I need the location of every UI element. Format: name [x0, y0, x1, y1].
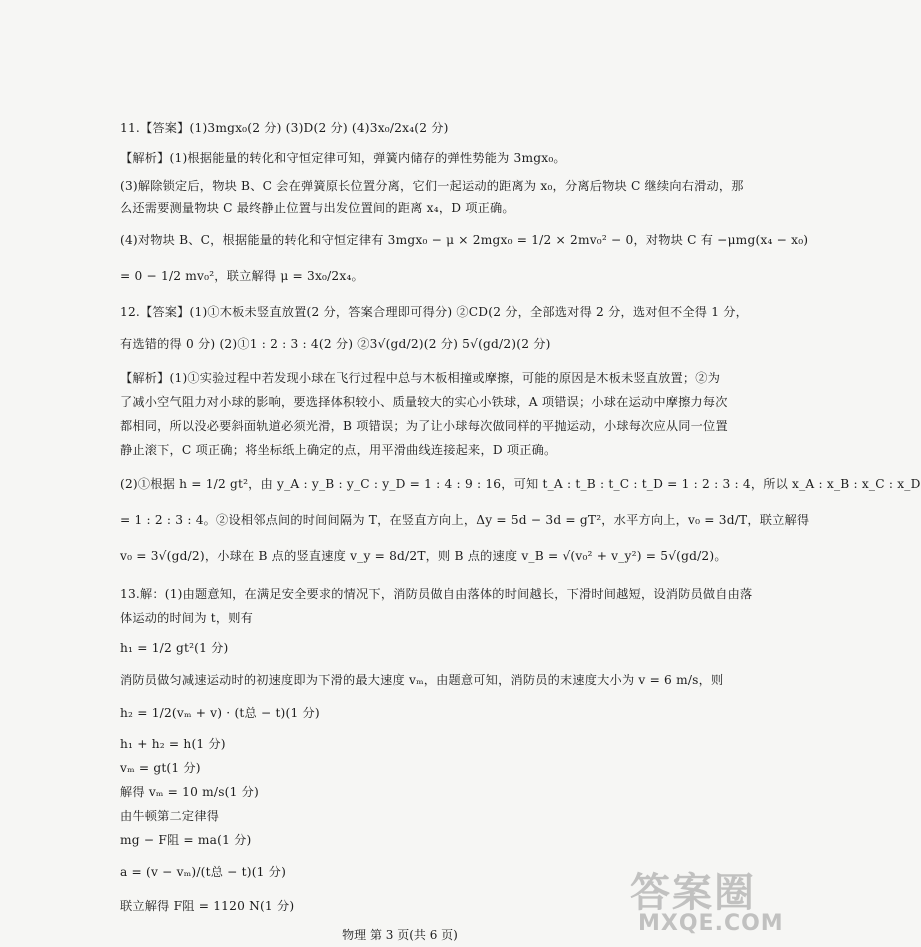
q13-eq-sum: h₁ + h₂ = h(1 分) [120, 737, 226, 751]
watermark-text: 答案圈 [630, 870, 756, 916]
q12-analysis-3: 都相同，所以没必要斜面轨道必须光滑，B 项错误；为了让小球每次做同样的平抛运动，小球每次应从同一位置 [120, 419, 728, 433]
q12-answer-2: 有选错的得 0 分) (2)①1 : 2 : 3 : 4(2 分) ②3√(gd/2)(2 分) 5√(gd/2)(2 分) [120, 337, 551, 351]
q12-analysis-5: (2)①根据 h = 1/2 gt²，由 y_A : y_B : y_C : y_D = 1 : 4 : 9 : 16，可知 t_A : t_B : t_C : t_D = 1 : 2 : 3 : 4，所以 x_A : x_B : x_C : x_D [120, 477, 921, 491]
q13-eq-force: mg − F阻 = ma(1 分) [120, 833, 252, 847]
q12-analysis-4: 静止滚下，C 项正确；将坐标纸上确定的点，用平滑曲线连接起来，D 项正确。 [120, 443, 557, 457]
watermark-url: MXQE.COM [638, 911, 784, 936]
q11-answer: 11.【答案】(1)3mgx₀(2 分) (3)D(2 分) (4)3x₀/2x₄(2 分) [120, 121, 449, 135]
q13-intro-1: 13.解：(1)由题意知，在满足安全要求的情况下，消防员做自由落体的时间越长，下滑时间越短，设消防员做自由落 [120, 587, 753, 601]
q11-analysis-4a: (4)对物块 B、C，根据能量的转化和守恒定律有 3mgx₀ − μ × 2mgx₀ = 1/2 × 2mv₀² − 0，对物块 C 有 −μmg(x₄ − x₀) [120, 233, 809, 247]
q12-analysis-1: 【解析】(1)①实验过程中若发现小球在飞行过程中总与木板相撞或摩擦，可能的原因是木板未竖直放置；②为 [120, 371, 721, 385]
q13-eq-h1: h₁ = 1/2 gt²(1 分) [120, 641, 229, 655]
q11-analysis-3a: (3)解除锁定后，物块 B、C 会在弹簧原长位置分离，它们一起运动的距离为 x₀，分离后物块 C 继续向右滑动，那 [120, 179, 744, 193]
q13-eq-a: a = (v − vₘ)/(t总 − t)(1 分) [120, 865, 287, 879]
q13-eq-vm: vₘ = gt(1 分) [120, 761, 201, 775]
q11-analysis-3b: 么还需要测量物块 C 最终静止位置与出发位置间的距离 x₄，D 项正确。 [120, 201, 515, 215]
q11-analysis-4b: = 0 − 1/2 mv₀²，联立解得 μ = 3x₀/2x₄。 [120, 269, 364, 283]
q11-analysis-1: 【解析】(1)根据能量的转化和守恒定律可知，弹簧内储存的弹性势能为 3mgx₀。 [120, 151, 566, 165]
q13-intro-2: 体运动的时间为 t，则有 [120, 611, 254, 625]
q12-answer-1: 12.【答案】(1)①木板未竖直放置(2 分，答案合理即可得分) ②CD(2 分，全部选对得 2 分，选对但不全得 1 分， [120, 305, 749, 319]
q13-text-vm: 消防员做匀减速运动时的初速度即为下滑的最大速度 vₘ，由题意可知，消防员的末速度大小为 v = 6 m/s，则 [120, 673, 724, 687]
q13-newton: 由牛顿第二定律得 [120, 809, 220, 823]
q13-result-f: 联立解得 F阻 = 1120 N(1 分) [120, 899, 295, 913]
q12-analysis-2: 了减小空气阻力对小球的影响，要选择体积较小、质量较大的实心小铁球，A 项错误；小球在运动中摩擦力每次 [120, 395, 728, 409]
q13-eq-h2: h₂ = 1/2(vₘ + v) · (t总 − t)(1 分) [120, 706, 320, 720]
page-footer: 物理 第 3 页(共 6 页) [342, 928, 458, 942]
q13-result-vm: 解得 vₘ = 10 m/s(1 分) [120, 785, 259, 799]
q12-analysis-7: v₀ = 3√(gd/2)，小球在 B 点的竖直速度 v_y = 8d/2T，则 B 点的速度 v_B = √(v₀² + v_y²) = 5√(gd/2)。 [120, 549, 727, 563]
q12-analysis-6: = 1 : 2 : 3 : 4。②设相邻点间的时间间隔为 T，在竖直方向上，Δy = 5d − 3d = gT²，水平方向上，v₀ = 3d/T，联立解得 [120, 513, 810, 527]
